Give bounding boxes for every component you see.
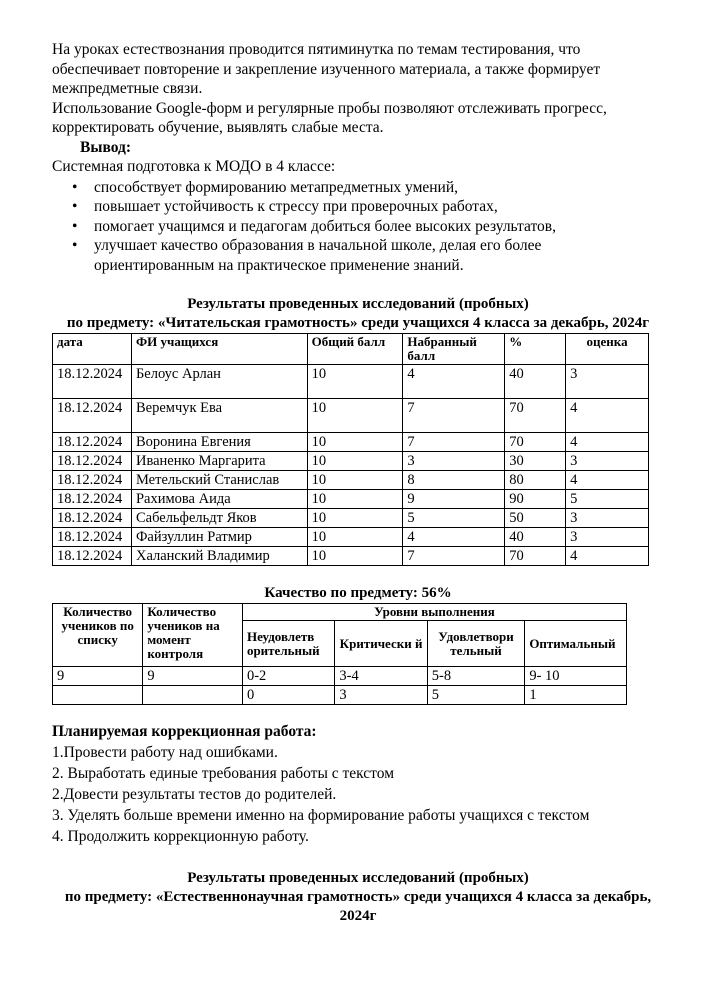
plan-heading: Планируемая коррекционная работа:	[52, 723, 317, 740]
table-row: 9 9 0-2 3-4 5-8 9- 10	[53, 667, 627, 686]
bullet-icon: •	[72, 178, 78, 196]
list-item: • улучшает качество образования в начальной школе, делая его более ориентированным на практическое применение знаний.	[72, 237, 542, 274]
bullet-icon: •	[72, 217, 78, 235]
col-header-name: ФИ учащихся	[131, 334, 307, 365]
level-unsatisfactory: Неудовлетв орительный	[242, 621, 334, 667]
level-critical: Критически й	[335, 621, 427, 667]
plan-item: 4. Продолжить коррекционную работу.	[52, 828, 309, 845]
table-row: 18.12.2024 Рахимова Аида 10 9 90 5	[53, 490, 649, 509]
col-header-levels: Уровни выполнения	[242, 604, 626, 621]
reading-title-line1: Результаты проведенных исследований (пробных)	[187, 296, 529, 312]
table-row: 18.12.2024 Веремчук Ева 10 7 70 4	[53, 399, 649, 433]
table-header-row	[53, 334, 649, 365]
col-header-total: Общий балл	[307, 334, 403, 365]
intro-paragraph-1: На уроках естествознания проводится пятиминутка по темам тестирования, что обеспечивает повторение и закрепление изученного материала, а также формирует межпредметные связи.	[52, 41, 601, 97]
conclusion-list	[52, 178, 664, 276]
col-header-grade: оценка	[566, 334, 649, 365]
quality-title: Качество по предмету: 56%	[264, 585, 452, 601]
table-row: 18.12.2024 Метельский Станислав 10 8 80 4	[53, 471, 649, 490]
intro-paragraph-2: Использование Google-форм и регулярные пробы позволяют отслеживать прогресс, корректировать обучение, выявлять слабые места.	[52, 99, 607, 136]
quality-levels-table	[52, 603, 627, 705]
science-title-line2: по предмету: «Естественнонаучная грамотность» среди учащихся 4 класса за декабрь, 2024г	[64, 889, 652, 924]
list-item: • помогает учащимся и педагогам добиться более высоких результатов,	[72, 217, 556, 235]
list-item: • способствует формированию метапредметных умений,	[72, 178, 459, 196]
bullet-icon: •	[72, 237, 78, 254]
reading-title-line2: по предмету: «Читательская грамотность» среди учащихся 4 класса за декабрь, 2024г	[66, 315, 650, 331]
level-satisfactory: Удовлетвори тельный	[427, 621, 525, 667]
plan-item: 1.Провести работу над ошибками.	[52, 744, 278, 761]
science-title-line1: Результаты проведенных исследований (пробных)	[187, 870, 529, 886]
table-row: 18.12.2024 Халанский Владимир 10 7 70 4	[53, 547, 649, 566]
level-optimal: Оптимальный	[525, 621, 627, 667]
reading-results-table	[52, 333, 649, 566]
correction-plan	[52, 721, 664, 847]
list-item: • повышает устойчивость к стрессу при проверочных работах,	[72, 198, 498, 215]
col-header-scored: Набранный балл	[403, 334, 505, 365]
plan-item: 2. Выработать единые требования работы с текстом	[52, 765, 394, 782]
col-header-percent: %	[505, 334, 566, 365]
table-row: 18.12.2024 Файзуллин Ратмир 10 4 40 3	[53, 528, 649, 547]
table-row: 18.12.2024 Белоус Арлан 10 4 40 3	[53, 365, 649, 399]
table-row: 18.12.2024 Сабельфельдт Яков 10 5 50 3	[53, 509, 649, 528]
table-row: 18.12.2024 Иваненко Маргарита 10 3 30 3	[53, 452, 649, 471]
table-row: 18.12.2024 Воронина Евгения 10 7 70 4	[53, 433, 649, 452]
document-page	[52, 40, 664, 926]
conclusion-lead: Системная подготовка к МОДО в 4 классе:	[52, 158, 336, 175]
plan-item: 3. Уделять больше времени именно на формирование работы учащихся с текстом	[52, 807, 590, 824]
col-header-moment: Количество учеников на момент контроля	[143, 604, 243, 667]
plan-item: 2.Довести результаты тестов до родителей.	[52, 786, 337, 803]
col-header-date: дата	[53, 334, 132, 365]
table-header-row	[53, 604, 627, 621]
bullet-icon: •	[72, 198, 78, 215]
col-header-list: Количество учеников по списку	[53, 604, 143, 667]
table-row: 0 3 5 1	[53, 686, 627, 705]
conclusion-heading: Вывод:	[80, 138, 132, 156]
